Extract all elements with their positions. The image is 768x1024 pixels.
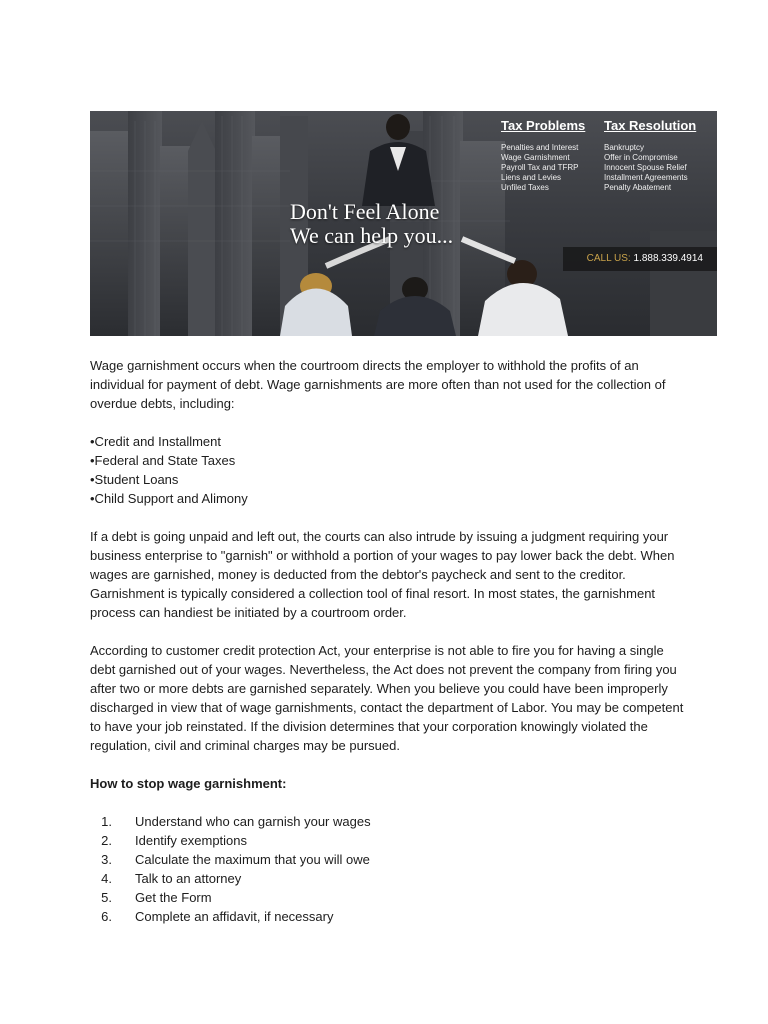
step-number: 6. [101, 909, 112, 924]
article-body [90, 356, 690, 926]
tax-problem-item: Wage Garnishment [501, 153, 570, 162]
debt-type-item: •Federal and State Taxes [90, 453, 236, 468]
headline-line-2: We can help you... [290, 223, 454, 248]
tax-problem-item: Penalties and Interest [501, 143, 579, 152]
debt-type-item: •Child Support and Alimony [90, 491, 248, 506]
tax-resolution-item: Innocent Spouse Relief [604, 163, 687, 172]
step-text: Complete an affidavit, if necessary [135, 909, 334, 924]
debt-type-item: •Credit and Installment [90, 434, 222, 449]
step-item [90, 888, 690, 907]
step-text: Identify exemptions [135, 833, 248, 848]
tax-problems-column [501, 118, 601, 193]
steps-heading: How to stop wage garnishment: [90, 776, 287, 791]
step-number: 5. [101, 890, 112, 905]
call-us-label: CALL US: [586, 253, 631, 264]
debt-types-list [90, 432, 690, 508]
phone-number: 1.888.339.4914 [633, 253, 703, 264]
banner-headline [290, 200, 510, 248]
step-item [90, 812, 690, 831]
step-text: Understand who can garnish your wages [135, 814, 371, 829]
tax-problem-item: Liens and Levies [501, 173, 562, 182]
banner-image [90, 111, 717, 336]
tax-resolution-item: Bankruptcy [604, 143, 645, 152]
step-number: 1. [101, 814, 112, 829]
call-us-box [563, 247, 717, 271]
step-item [90, 869, 690, 888]
debt-type-item: •Student Loans [90, 472, 179, 487]
steps-list [90, 812, 690, 926]
tax-resolution-item: Offer in Compromise [604, 153, 678, 162]
credit-protection-paragraph: According to customer credit protection Act, your enterprise is not able to fire you for having a single debt garnished out of your wages. Nevertheless, the Act does not prevent the company from firing you after two or more debts are garnished separately. When you believe you could have been improperly discharged in view that of wage garnishments, contact the department of Labor. You may be competent to have your job reinstated. If the division determines that your corporation knowingly violated the regulation, civil and criminal charges may be pursued. [90, 643, 684, 753]
tax-problem-item: Unfiled Taxes [501, 183, 549, 192]
step-text: Get the Form [135, 890, 212, 905]
step-number: 3. [101, 852, 112, 867]
step-text: Talk to an attorney [135, 871, 242, 886]
tax-resolution-item: Installment Agreements [604, 173, 688, 182]
tax-problem-item: Payroll Tax and TFRP [501, 163, 579, 172]
tax-resolution-heading: Tax Resolution [604, 118, 697, 133]
step-item [90, 831, 690, 850]
tax-problems-heading: Tax Problems [501, 118, 586, 133]
step-number: 4. [101, 871, 112, 886]
step-text: Calculate the maximum that you will owe [135, 852, 370, 867]
step-item [90, 907, 690, 926]
intro-paragraph: Wage garnishment occurs when the courtroom directs the employer to withhold the profits of an individual for payment of debt. Wage garnishments are more often than not used for the collection of overdue debts, including: [90, 358, 666, 411]
tax-resolution-item: Penalty Abatement [604, 183, 672, 192]
tax-resolution-column [604, 118, 714, 193]
headline-line-1: Don't Feel Alone [290, 199, 440, 224]
step-item [90, 850, 690, 869]
garnishment-paragraph: If a debt is going unpaid and left out, the courts can also intrude by issuing a judgment requiring your business enterprise to "garnish" or withhold a portion of your wages to pay lower back the debt. When wages are garnished, money is deducted from the debtor's paycheck and sent to the creditor. Garnishment is typically considered a collection tool of final resort. In most states, the garnishment process can handiest be initiated by a courtroom order. [90, 529, 675, 620]
step-number: 2. [101, 833, 112, 848]
